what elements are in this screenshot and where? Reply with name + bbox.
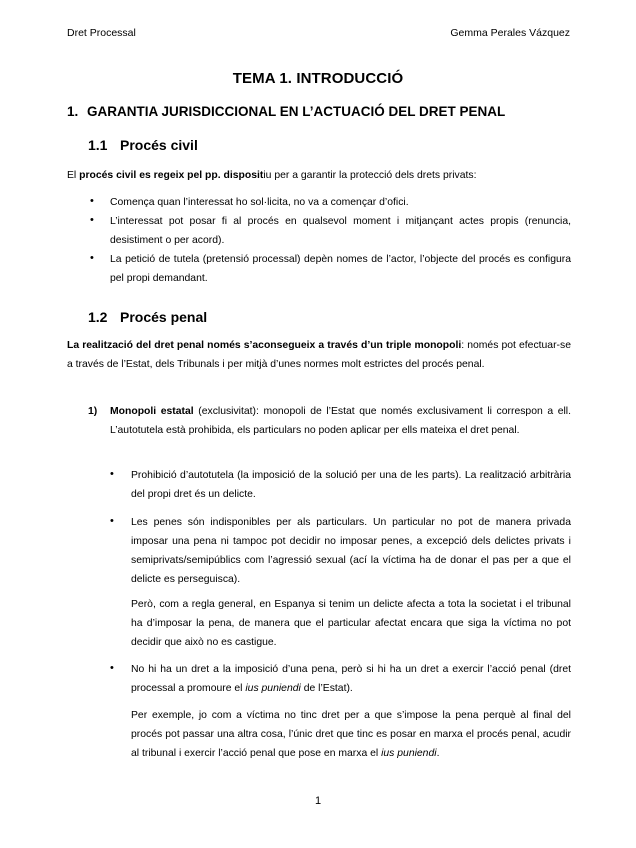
subsection-1-1-title: Procés civil — [120, 137, 198, 153]
paragraph-proces-civil — [67, 166, 571, 185]
list-item — [131, 660, 571, 698]
list-item: Prohibició d’autotutela (la imposició de la solució per una de les parts). La realització arbitrària del propi dret és un delicte. — [131, 470, 571, 500]
p11-pre: El — [67, 170, 80, 181]
page-number: 1 — [314, 795, 322, 807]
bullet-icon: • — [90, 214, 94, 226]
section-1-title: GARANTIA JURISDICCIONAL EN L’ACTUACIÓ DEL DRET PENAL — [87, 104, 506, 119]
sub-bullet-3-italic: ius puniendi — [245, 683, 301, 694]
subsection-1-1-heading — [88, 137, 198, 153]
bullet-icon: • — [110, 468, 114, 480]
paragraph-proces-penal — [67, 336, 571, 374]
p11-post: iu per a garantir la protecció dels drets privats: — [263, 170, 477, 181]
bullet-icon: • — [110, 515, 114, 527]
paragraph-pero: Però, com a regla general, en Espanya si tenim un delicte afecta a tota la societat i el tribunal ha d’imposar la pena, de manera que el particular afectat encara que siga la víctima no pot decidir que això no es castigue. — [131, 599, 571, 648]
section-1-heading — [67, 104, 505, 119]
list-item: Les penes són indisponibles per als particulars. Un particular no pot de manera privada imposar una pena ni tampoc pot decidir no imposar penes, a excepció dels delictes privats i semiprivats/semipúblics com l’agressió sexual (ací la víctima ha de donar el pas per a que el delicte es perseguisca). — [131, 517, 571, 585]
p11-bold: procés civil es regeix pel pp. disposit — [79, 170, 264, 181]
header-right: Gemma Perales Vázquez — [450, 27, 570, 39]
header-left: Dret Processal — [67, 27, 136, 39]
subsection-1-2-number: 1.2 — [88, 309, 108, 325]
bullet-icon: • — [90, 252, 94, 264]
p12-bold: La realització del dret penal només s’aconsegueix a través d’un triple monopoli — [67, 340, 462, 351]
item-1-bold: Monopoli estatal — [110, 406, 194, 417]
subsection-1-2-heading — [88, 309, 207, 325]
p12-post: : només pot efectuar-se a través de l’Estat, dels Tribunals i per mitjà d’unes normes molt estrictes del procés penal. — [67, 340, 571, 370]
example-after: . — [436, 748, 440, 759]
bullet-icon: • — [90, 195, 94, 207]
sub-bullet-3-text: No hi ha un dret a la imposició d’una pena, però si hi ha un dret a exercir l’acció penal (dret processal a promoure el — [131, 664, 571, 694]
example-text: Per exemple, jo com a víctima no tinc dret per a que s’impose la pena perquè al final del procés pot passar una altra cosa, l’únic dret que tinc es posar en marxa el procés penal, acudir al tribunal i exercir l’acció penal que pose en marxa el — [131, 710, 571, 759]
list-item: L’interessat pot posar fi al procés en qualsevol moment i mitjançant actes propis (renuncia, desistiment o per acord). — [110, 216, 571, 246]
list-item: Comença quan l’interessat ho sol·licita, no va a començar d’ofici. — [110, 197, 409, 208]
item-1-number: 1) — [88, 406, 98, 417]
sub-bullet-3-after: de l’Estat). — [300, 683, 353, 694]
paragraph-example — [131, 706, 571, 763]
page-title: TEMA 1. INTRODUCCIÓ — [232, 70, 404, 87]
subsection-1-2-title: Procés penal — [120, 309, 208, 325]
example-italic: ius puniendi — [381, 748, 437, 759]
list-item: La petició de tutela (pretensió processal) depèn nomes de l’actor, l’objecte del procés es configura pel propi demandant. — [110, 254, 571, 284]
subsection-1-1-number: 1.1 — [88, 137, 108, 153]
section-1-number: 1. — [67, 104, 79, 119]
bullet-icon: • — [110, 662, 114, 674]
item-1-body: (exclusivitat): monopoli de l’Estat que només exclusivament li correspon a ell. L’autotutela està prohibida, els particulars no poden aplicar per ells mateixa el dret penal. — [110, 406, 571, 436]
item-1-text — [110, 402, 571, 440]
